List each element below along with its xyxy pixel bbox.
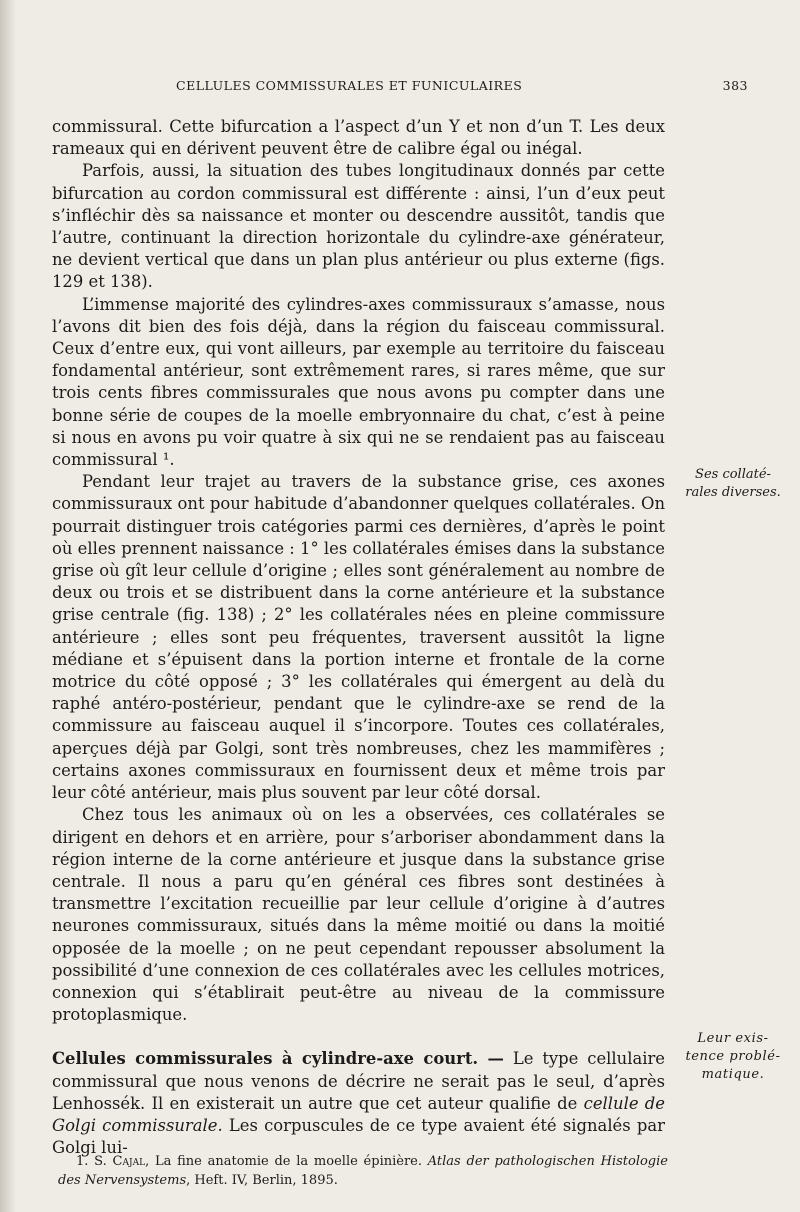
section-heading: Cellules commissurales à cylindre-axe court. — (52, 1049, 504, 1069)
footnote-author: Cajal (112, 1154, 146, 1169)
paragraph: commissural. Cette bifurcation a l’aspect d’un Y et non d’un T. Les deux rameaux qui en dérivent peuvent être de calibre égal ou inégal. (52, 117, 665, 159)
paragraph: Pendant leur trajet au travers de la substance grise, ces axones commissuraux ont pour habitude d’abandonner quelques collatérales. On pourrait distinguer trois catégories parmi ces dernières, d’après le point où elles prennent naissance : 1° les collatérales émises dans la substance grise où gît leur cellule d’origine ; elles sont généralement au nombre de deux ou trois et se distribuent dans la corne antérieure et la substance grise centrale (fig. 138) ; 2° les collatérales nées en pleine commissure antérieure ; elles sont peu fréquentes, traversent aussitôt la ligne médiane et s’épuisent dans la portion interne et frontale de la corne motrice du côté opposé ; 3° les collatérales qui émergent au delà du raphé antéro-postérieur, pendant que le cylindre-axe se rend de la commissure au faisceau auquel il s’incorpore. Toutes ces collatérales, aperçues déjà par Golgi, sont très nombreuses, chez les mammifères ; certains axones commissuraux en fournissent deux et même trois par leur côté antérieur, mais plus souvent par leur côté dorsal. (52, 472, 665, 803)
section-paragraph (52, 1048, 665, 1159)
margin-note-line: rales diverses. (685, 485, 781, 500)
paragraph-text: Le type cellulaire commissural que nous venons de décrire ne serait pas le seul, d’après Lenhossék. Il en existerait un autre que cet auteur qualifie de (52, 1049, 665, 1113)
page-edge-shadow (0, 0, 16, 1212)
footnote-title: Atlas der pathologischen Histologie des Nervensystems (58, 1154, 668, 1188)
italic-term: cellule de Golgi commissurale. (52, 1093, 666, 1135)
margin-note-line: matique. (701, 1067, 765, 1082)
margin-note-line: Ses collaté- (695, 467, 771, 482)
body-text (52, 116, 665, 1159)
footnote-text: , Heft. IV, Berlin, 1895. (186, 1173, 338, 1188)
paragraph: Chez tous les animaux où on les a observées, ces collatérales se dirigent en dehors et en arrière, pour s’arboriser abondamment dans la région interne de la corne antérieure et jusque dans la substance grise centrale. Il nous a paru qu’en général ces fibres sont destinées à transmettre l’excitation recueillie par leur cellule d’origine à d’autres neurones commissuraux, situés dans la même moitié ou dans la moitié opposée de la moelle ; on ne peut cependant repousser absolument la possibilité d’une connexion de ces collatérales avec les cellules motrices, connexion qui s’établirait peut-être au niveau de la commissure protoplasmique. (52, 805, 665, 1025)
footnote-number: 1. S. (76, 1154, 107, 1169)
footnote-text: , La fine anatomie de la moelle épinière. (145, 1154, 428, 1169)
margin-note-existence (678, 1030, 788, 1084)
paragraph: Parfois, aussi, la situation des tubes longitudinaux donnés par cette bifurcation au cordon commissural est différente : ainsi, l’un d’eux peut s’infléchir dès sa naissance et monter ou descendre aussitôt, tandis que l’autre, continuant la direction horizontale du cylindre-axe générateur, ne devient vertical que dans un plan plus antérieur ou plus externe (figs. 129 et 138). (52, 161, 665, 292)
running-title: CELLULES COMMISSURALES ET FUNICULAIRES (176, 78, 523, 93)
page-number: 383 (722, 78, 748, 93)
paragraph-text: Les corpuscules de ce type avaient été signalés par Golgi lui- (52, 1115, 665, 1158)
paragraph: L’immense majorité des cylindres-axes commissuraux s’amasse, nous l’avons dit bien des fois déjà, dans la région du faisceau commissural. Ceux d’entre eux, qui vont ailleurs, par exemple au territoire du faisceau fondamental antérieur, sont extrêmement rares, si rares même, que sur trois cents fibres commissurales que nous avons pu compter dans une bonne série de coupes de la moelle embryonnaire du chat, c’est à peine si nous en avons pu voir quatre à six qui ne se rendaient pas au faisceau commissural ¹. (52, 294, 665, 470)
margin-note-line: tence problé- (685, 1049, 781, 1064)
margin-note-collaterals (678, 466, 788, 502)
margin-note-line: Leur exis- (697, 1031, 769, 1046)
footnote (58, 1152, 668, 1190)
